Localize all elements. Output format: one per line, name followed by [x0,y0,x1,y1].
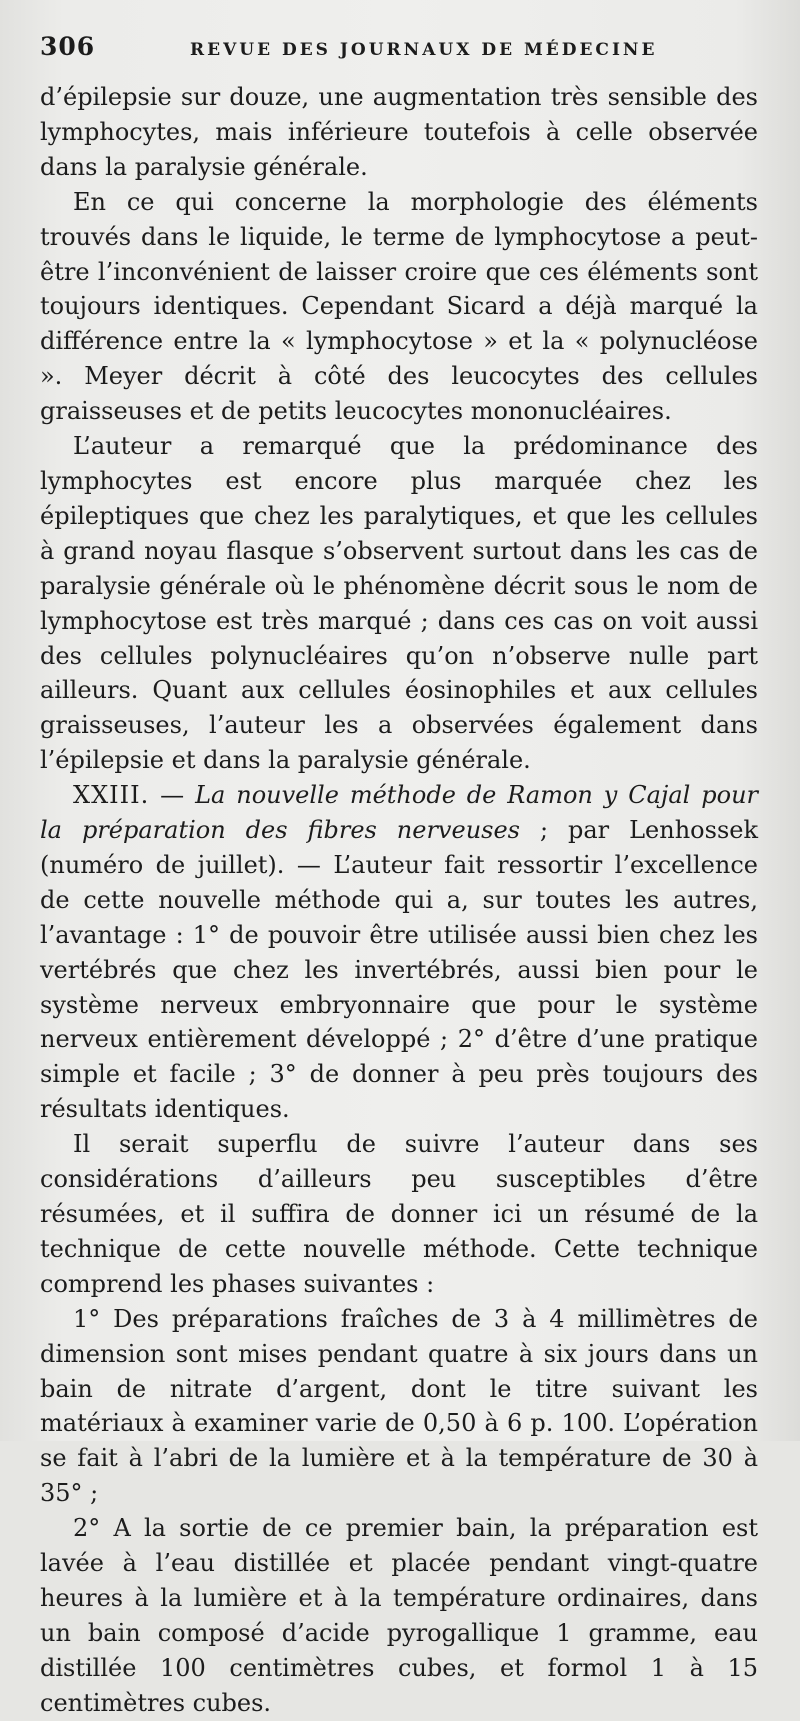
paragraph-predominance: L’auteur a remarqué que la prédominance des lymphocytes est encore plus marquée chez les épileptiques que chez les paralytiques, et que les cellules à grand noyau flasque s’observent surtout dans les cas de paralysie générale où le phénomène décrit sous le nom de lymphocytose est très marqué ; dans ces cas on voit aussi des cellules polynucléaires qu’on n’observe nulle part ailleurs. Quant aux cellules éosinophiles et aux cellules graisseuses, l’auteur les a observées également dans l’épilepsie et dans la paralysie générale. [40,432,758,775]
paragraph-continuation: d’épilepsie sur douze, une augmentation très sensible des lymphocytes, mais inférieure toutefois à celle observée dans la paralysie générale. [40,83,758,181]
section-text: ; par Lenhossek (numéro de juillet). — L’auteur fait ressortir l’excellence de cette nouvelle méthode qui a, sur toutes les autres, l’avantage : 1° de pouvoir être utilisée aussi bien chez les vertébrés que chez les invertébrés, aussi bien pour le système nerveux embryonnaire que pour le système nerveux entièrement développé ; 2° d’être d’une pratique simple et facile ; 3° de donner à peu près toujours des résultats identiques. [40,816,759,1124]
page-number: 306 [40,32,96,61]
paragraph-morphology: En ce qui concerne la morphologie des éléments trouvés dans le liquide, le terme de lymphocytose a peut-être l’inconvénient de laisser croire que ces éléments sont toujours identiques. Cependant Sicard a déjà marqué la différence entre la « lymphocytose » et la « polynucléose ». Meyer décrit à côté des leucocytes des cellules graisseuses et de petits leucocytes mononucléaires. [40,187,758,426]
section-numeral: XXIII. [73,781,150,810]
article-body [40,80,758,1721]
paragraph-phase-2: 2° A la sortie de ce premier bain, la préparation est lavée à l’eau distillée et placée pendant vingt-quatre heures à la lumière et à la température ordinaires, dans un bain composé d’acide pyrogallique 1 gramme, eau distillée 100 centimètres cubes, et formol 1 à 15 centimètres cubes. [40,1514,758,1717]
section-title: La nouvelle méthode de Ramon y Cajal pour la préparation des fibres nerveuses [40,781,758,845]
page-header [40,32,758,80]
section-dash: — [149,781,196,810]
paragraph-phase-1: 1° Des préparations fraîches de 3 à 4 millimètres de dimension sont mises pendant quatre à six jours dans un bain de nitrate d’argent, dont le titre suivant les matériaux à examiner varie de 0,50 à 6 p. 100. L’opération se fait à l’abri de la lumière et à la température de 30 à 35° ; [40,1304,758,1508]
running-head: REVUE DES JOURNAUX DE MÉDECINE [190,40,658,60]
section-xxiii [40,778,758,1127]
paragraph-superflu: Il serait superflu de suivre l’auteur dans ses considérations d’ailleurs peu susceptibles d’être résumées, et il suffira de donner ici un résumé de la technique de cette nouvelle méthode. Cette technique comprend les phases suivantes : [40,1130,758,1298]
